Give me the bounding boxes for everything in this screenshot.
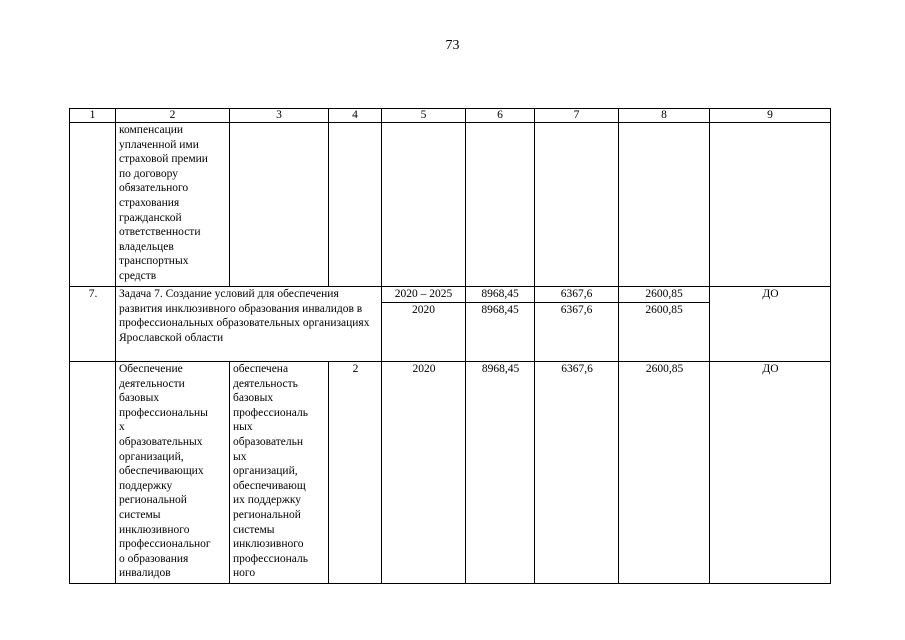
cell-executor [710, 123, 831, 287]
table-row-continuation [70, 123, 831, 287]
activity-col7: 6367,6 [535, 362, 619, 584]
task-title: Задача 7. Создание условий для обеспечения развития инклюзивного образования инвалидов в профессиональных образовательных организациях Ярославской области [116, 287, 382, 362]
cell-col6 [466, 123, 535, 287]
task-period-cell [382, 287, 466, 362]
task-number: 7. [70, 287, 116, 362]
task-col8-year: 2600,85 [645, 303, 683, 316]
task-col7-year: 6367,6 [560, 303, 593, 316]
task-col8-cell [619, 287, 710, 362]
table-row-task-7 [70, 287, 831, 362]
cell-period [382, 123, 466, 287]
task-col6-total: 8968,45 [466, 287, 534, 303]
activity-col6: 8968,45 [466, 362, 535, 584]
header-row [70, 109, 831, 123]
header-cell-2: 2 [116, 109, 230, 123]
task-col6-cell [466, 287, 535, 362]
header-cell-1: 1 [70, 109, 116, 123]
header-cell-9: 9 [710, 109, 831, 123]
cell-col8 [619, 123, 710, 287]
activity-col8: 2600,85 [619, 362, 710, 584]
task-period-year: 2020 [412, 303, 435, 316]
header-cell-8: 8 [619, 109, 710, 123]
activity-number [70, 362, 116, 584]
task-col8-total: 2600,85 [619, 287, 709, 303]
cell-number [70, 123, 116, 287]
header-cell-6: 6 [466, 109, 535, 123]
task-col7-cell [535, 287, 619, 362]
activity-period: 2020 [382, 362, 466, 584]
activity-executor: ДО [710, 362, 831, 584]
task-col7-total: 6367,6 [535, 287, 618, 303]
activity-indicator: 2 [329, 362, 382, 584]
cell-col7 [535, 123, 619, 287]
header-cell-5: 5 [382, 109, 466, 123]
activity-name: Обеспечение деятельности базовых профессиональны х образовательных организаций, обеспечивающих поддержку региональной системы инклюзивного профессиональног о образования инвалидов [116, 362, 230, 584]
cell-measure-name: компенсации уплаченной ими страховой премии по договору обязательного страхования гражданской ответственности владельцев транспортных средств [116, 123, 230, 287]
page-number: 73 [445, 38, 460, 53]
program-table [69, 108, 831, 584]
task-col6-year: 8968,45 [481, 303, 519, 316]
table-row-activity [70, 362, 831, 584]
header-cell-3: 3 [230, 109, 329, 123]
task-executor: ДО [710, 287, 831, 362]
task-period-total: 2020 – 2025 [382, 287, 465, 303]
cell-result [230, 123, 329, 287]
header-cell-7: 7 [535, 109, 619, 123]
header-cell-4: 4 [329, 109, 382, 123]
cell-indicator [329, 123, 382, 287]
activity-result: обеспечена деятельность базовых профессиональ ных образовательн ых организаций, обеспечивающ их поддержку региональной системы инклюзивного профессиональ ного [230, 362, 329, 584]
